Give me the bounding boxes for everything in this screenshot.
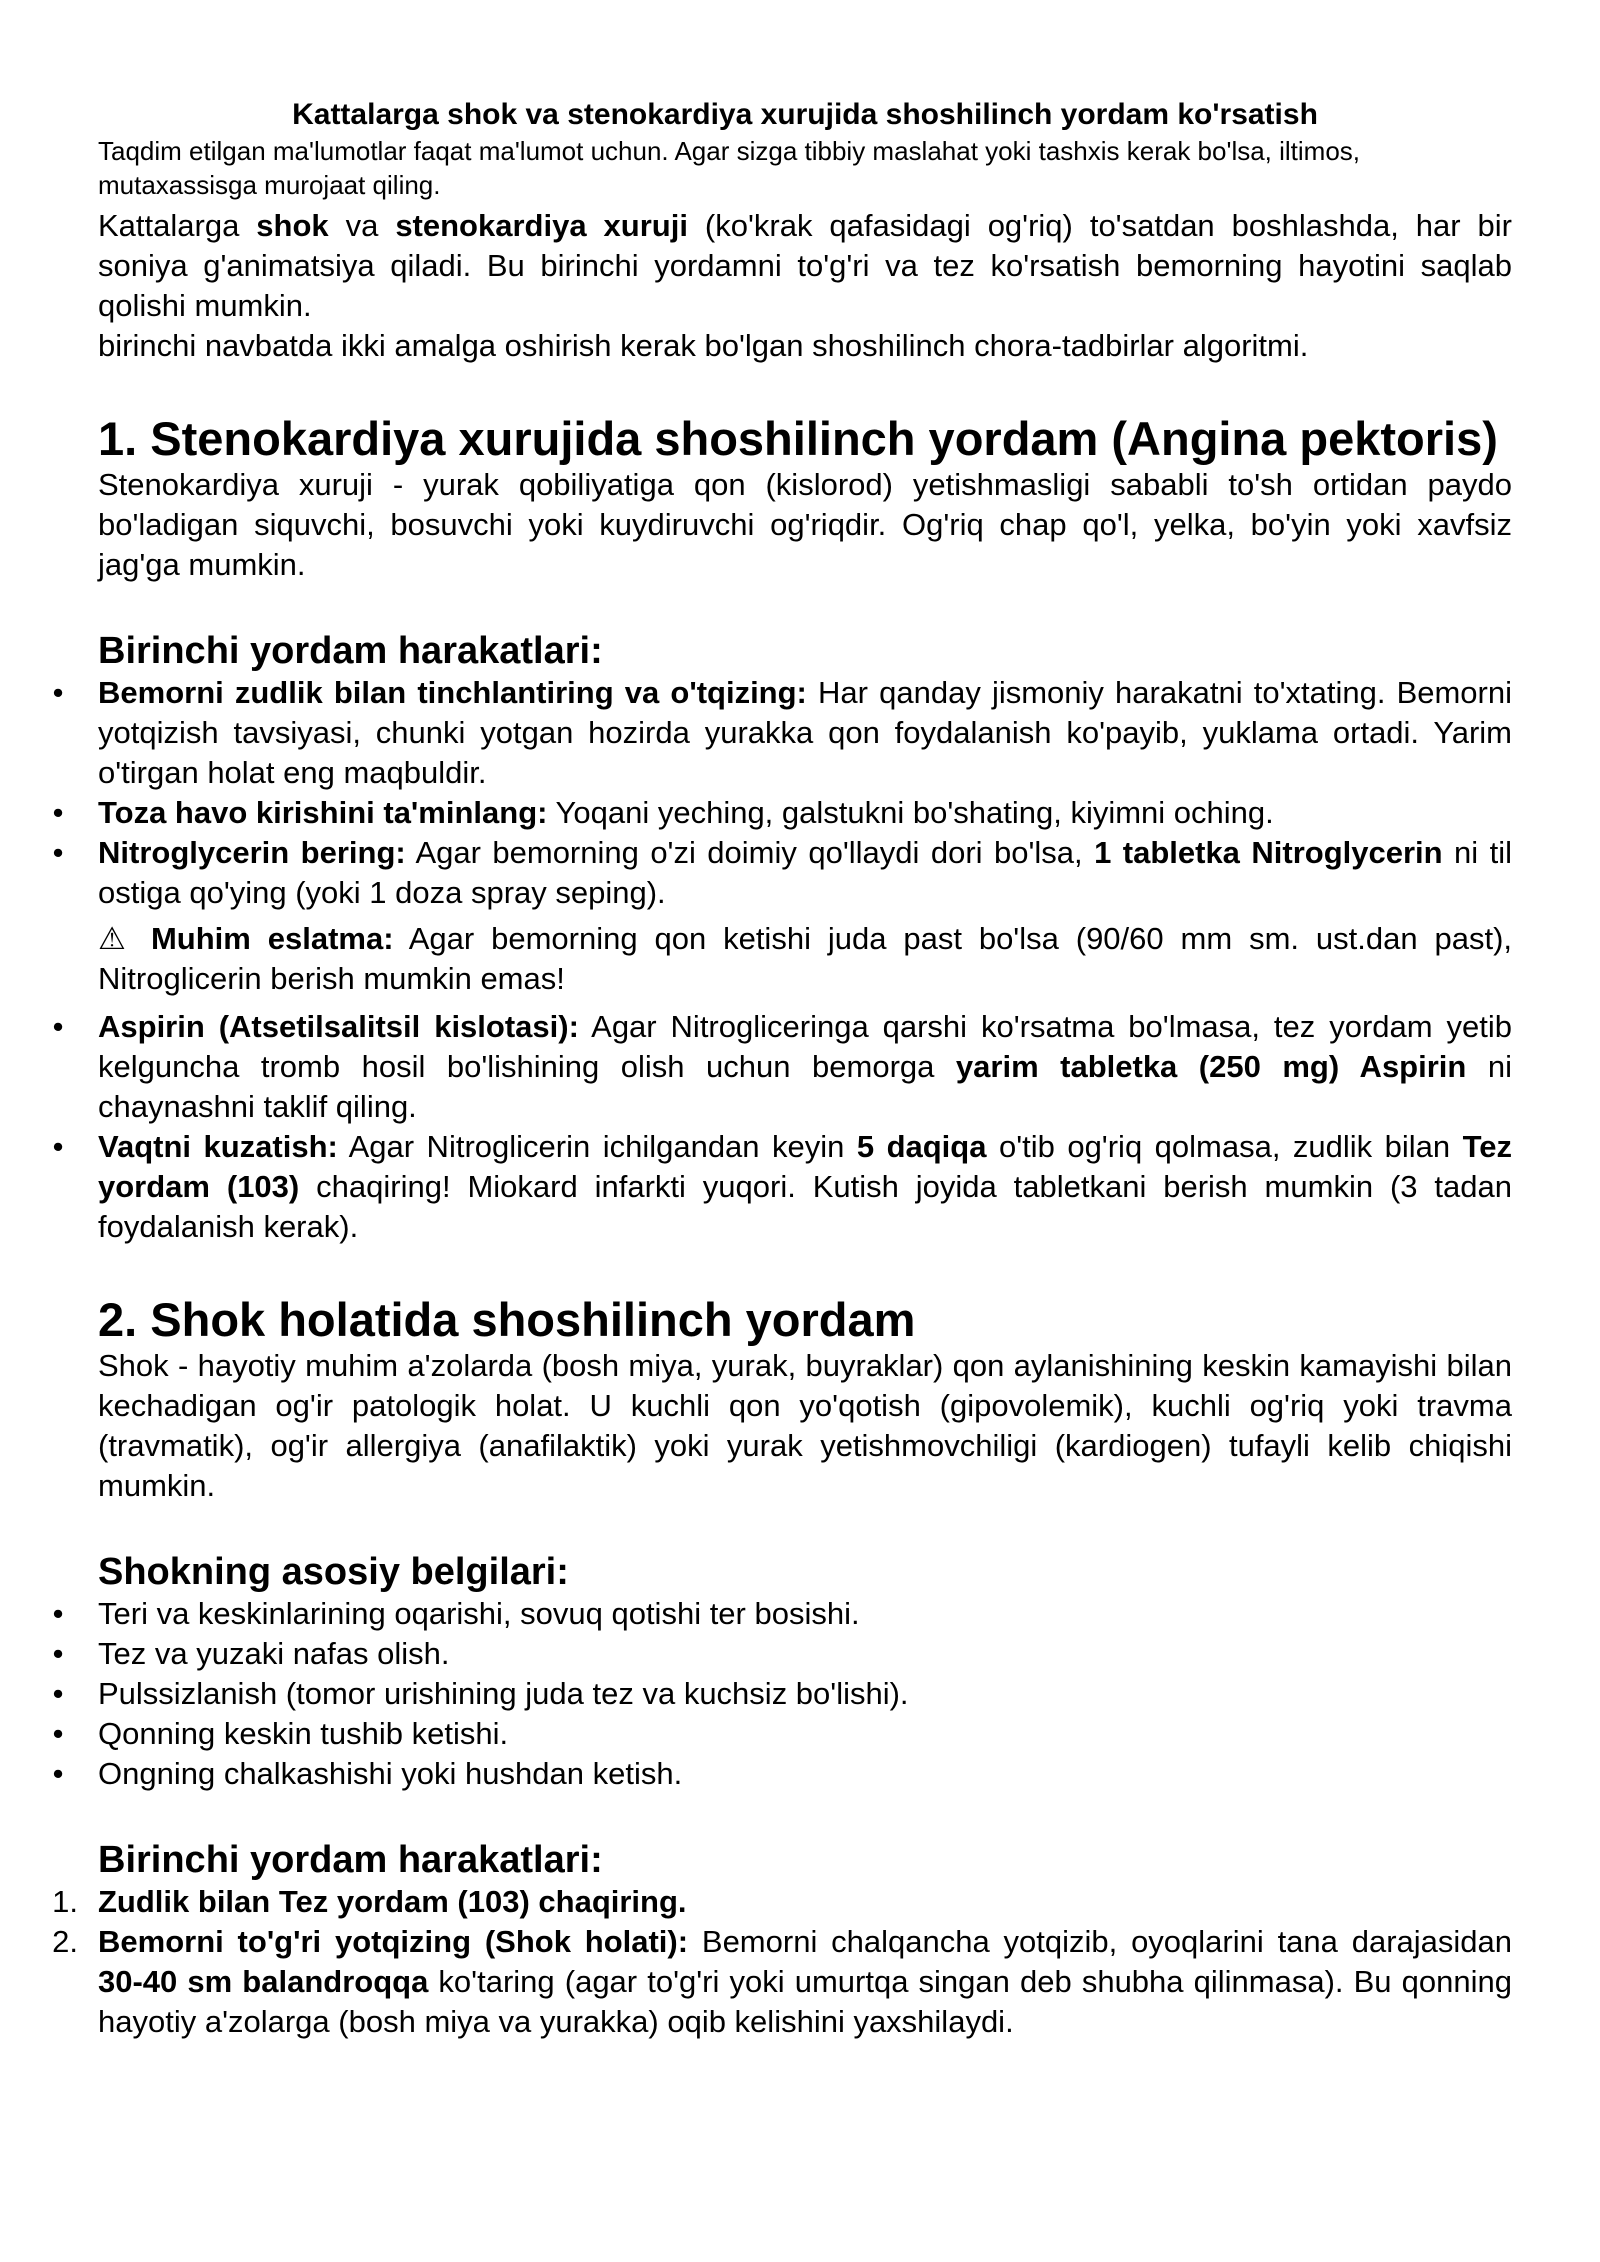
list-item: • Bemorni zudlik bilan tinchlantiring va o'tqizing: Har qanday jismoniy harakatni to'xtating. Bemorni yotqizish tavsiyasi, chunki yotgan hozirda yurakka qon foydalanish ko'payib, yuklama ortadi. Yarim o'tirgan holat eng maqbuldir. xyxy=(98,673,1512,793)
section1-action-list-continued xyxy=(52,1007,1512,1247)
list-item: 2. Bemorni to'g'ri yotqizing (Shok holati): Bemorni chalqancha yotqizib, oyoqlarini tana darajasidan 30-40 sm balandroqqa ko'taring (agar to'g'ri yoki umurtqa singan deb shubha qilinmasa). Bu qonning hayotiy a'zolarga (bosh miya va yurakka) oqib kelishini yaxshilaydi. xyxy=(98,1922,1512,2042)
list-item: • Aspirin (Atsetilsalitsil kislotasi): Agar Nitrogliceringa qarshi ko'rsatma bo'lmasa, tez yordam yetib kelguncha tromb hosil bo'lishining olish uchun bemorga yarim tabletka (250 mg) Aspirin ni chaynashni taklif qiling. xyxy=(98,1007,1512,1127)
list-item: • Teri va keskinlarining oqarishi, sovuq qotishi ter bosishi. xyxy=(98,1594,1512,1634)
bullet-icon: • xyxy=(52,1636,64,1671)
list-item: • Toza havo kirishini ta'minlang: Yoqani yeching, galstukni bo'shating, kiyimni oching. xyxy=(98,793,1512,833)
step-number: 1. xyxy=(52,1884,78,1919)
bullet-icon: • xyxy=(52,1716,64,1751)
disclaimer: Taqdim etilgan ma'lumotlar faqat ma'lumot uchun. Agar sizga tibbiy maslahat yoki tashxis kerak bo'lsa, iltimos, mutaxassisga murojaat qiling. xyxy=(98,136,1361,200)
document-title: Kattalarga shok va stenokardiya xurujida shoshilinch yordam ko'rsatish xyxy=(292,98,1318,131)
section2-heading: 2. Shok holatida shoshilinch yordam xyxy=(98,1293,916,1346)
bullet-icon: • xyxy=(52,675,64,710)
list-item: • Ongning chalkashishi yoki hushdan ketish. xyxy=(98,1754,1512,1794)
list-item: • Pulssizlanish (tomor urishining juda tez va kuchsiz bo'lishi). xyxy=(98,1674,1512,1714)
shock-signs-list xyxy=(52,1594,1512,1794)
important-note: ⚠ Muhim eslatma: Agar bemorning qon ketishi juda past bo'lsa (90/60 mm sm. ust.dan past), Nitroglicerin berish mumkin emas! xyxy=(98,921,1513,996)
section1-description: Stenokardiya xuruji - yurak qobiliyatiga qon (kislorod) yetishmasligi sababli to'sh ortidan paydo bo'ladigan siquvchi, bosuvchi yoki kuydiruvchi og'riqdir. Og'riq chap qo'l, yelka, bo'yin yoki xavfsiz jag'ga mumkin. xyxy=(98,467,1512,582)
bullet-icon: • xyxy=(52,835,64,870)
bullet-icon: • xyxy=(52,1596,64,1631)
step-number: 2. xyxy=(52,1924,78,1959)
intro-paragraph: Kattalarga shok va stenokardiya xuruji (ko'krak qafasidagi og'riq) to'satdan boshlashda, har bir soniya g'animatsiya qiladi. Bu birinchi yordamni to'g'ri va tez ko'rsatish bemorning hayotini saqlab qolishi mumkin. xyxy=(98,208,1512,323)
shock-actions-list xyxy=(52,1882,1512,2042)
section1-heading: 1. Stenokardiya xurujida shoshilinch yordam (Angina pektoris) xyxy=(98,412,1498,465)
section1-action-list xyxy=(52,673,1513,913)
section2-actions-heading: Birinchi yordam harakatlari: xyxy=(98,1839,603,1881)
list-item: • Nitroglycerin bering: Agar bemorning o'zi doimiy qo'llaydi dori bo'lsa, 1 tabletka Nitroglycerin ni til ostiga qo'ying (yoki 1 doza spray seping). xyxy=(98,833,1512,913)
section2-description: Shok - hayotiy muhim a'zolarda (bosh miya, yurak, buyraklar) qon aylanishining keskin kamayishi bilan kechadigan og'ir patologik holat. U kuchli qon yo'qotish (gipovolemik), kuchli og'riq yoki travma (travmatik), og'ir allergiya (anafilaktik) yoki yurak yetishmovchiligi (kardiogen) tufayli kelib chiqishi mumkin. xyxy=(98,1348,1512,1503)
list-item: 1. Zudlik bilan Tez yordam (103) chaqiring. xyxy=(98,1882,1512,1922)
bullet-icon: • xyxy=(52,1756,64,1791)
document-page xyxy=(52,96,1513,2042)
list-item: • Tez va yuzaki nafas olish. xyxy=(98,1634,1512,1674)
section2-signs-heading: Shokning asosiy belgilari: xyxy=(98,1551,569,1593)
list-item: • Vaqtni kuzatish: Agar Nitroglicerin ichilgandan keyin 5 daqiqa o'tib og'riq qolmasa, zudlik bilan Tez yordam (103) chaqiring! Miokard infarkti yuqori. Kutish joyida tabletkani berish mumkin (3 tadan foydalanish kerak). xyxy=(98,1127,1512,1247)
bullet-icon: • xyxy=(52,1009,64,1044)
bullet-icon: • xyxy=(52,1129,64,1164)
warning-icon: ⚠ xyxy=(98,921,135,956)
bullet-icon: • xyxy=(52,795,64,830)
list-item: • Qonning keskin tushib ketishi. xyxy=(98,1714,1512,1754)
intro-algorithm-line: birinchi navbatda ikki amalga oshirish kerak bo'lgan shoshilinch chora-tadbirlar algoritmi. xyxy=(98,328,1309,363)
bullet-icon: • xyxy=(52,1676,64,1711)
section1-subheading: Birinchi yordam harakatlari: xyxy=(98,630,603,672)
